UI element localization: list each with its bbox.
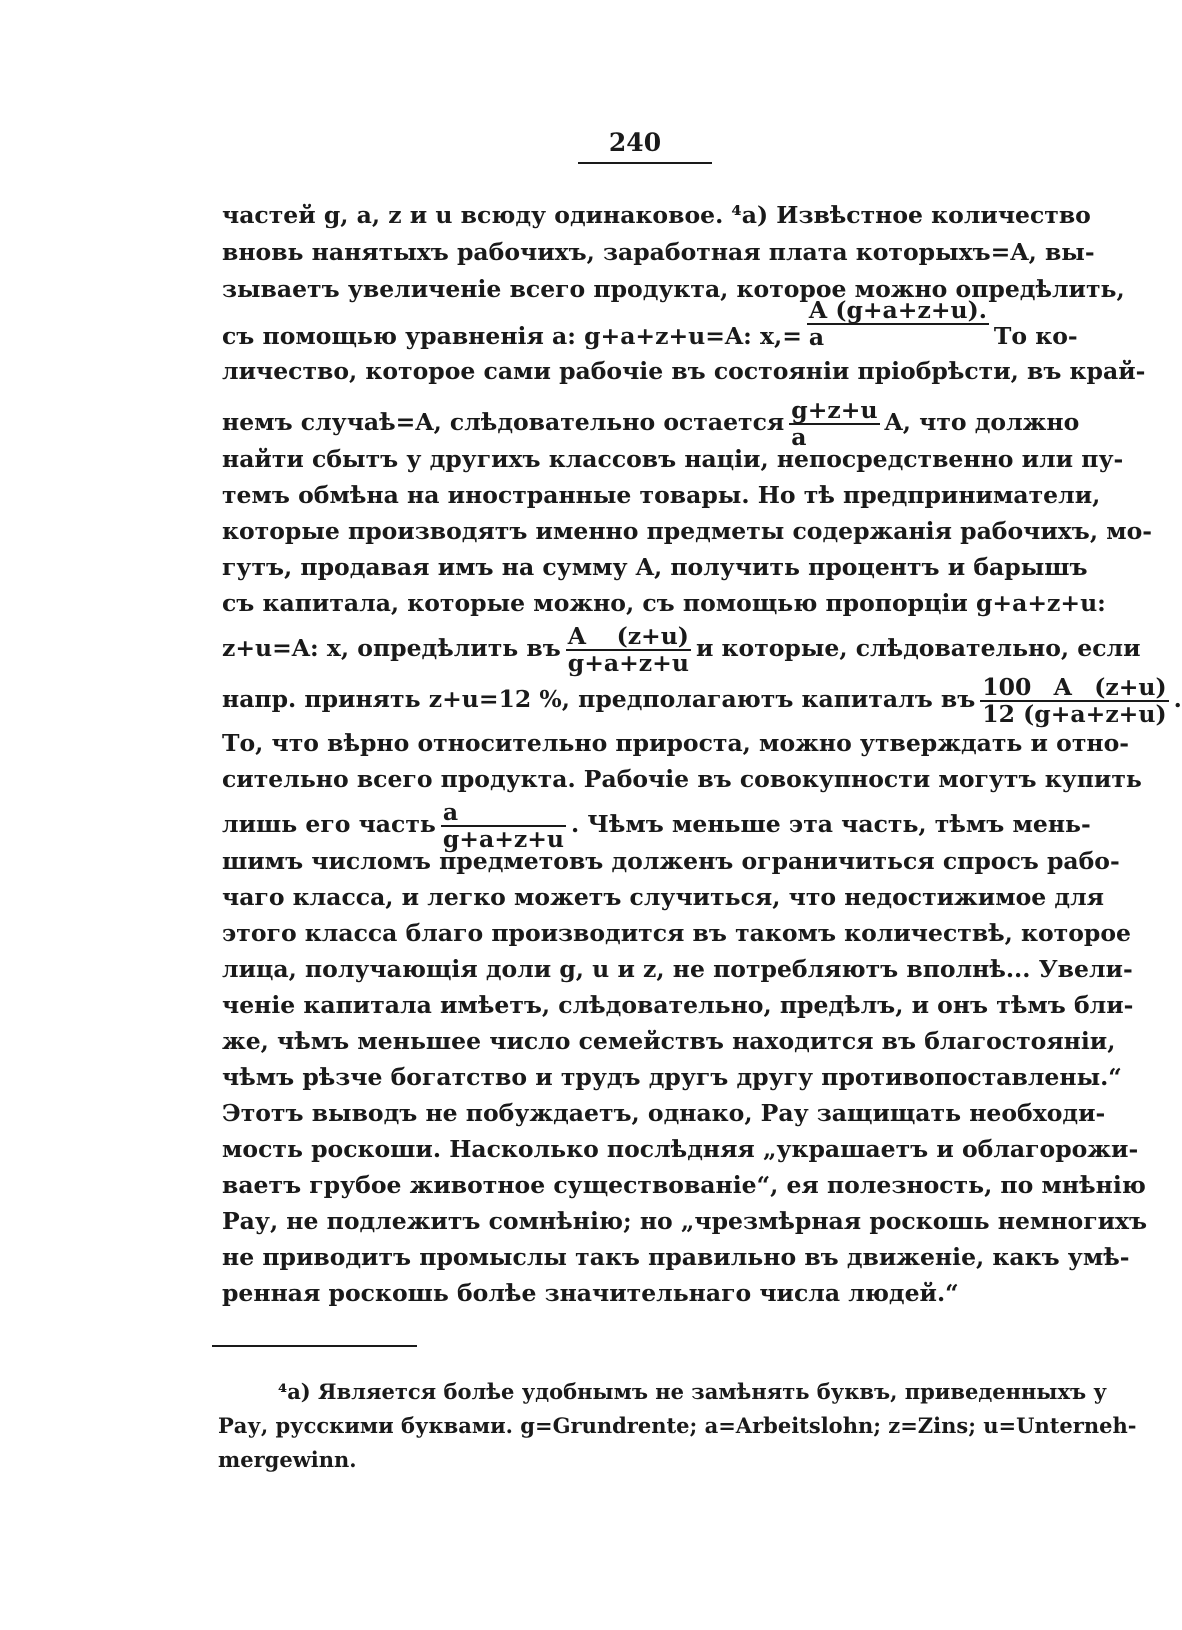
body-line-with-fraction xyxy=(222,798,1091,853)
body-line: чѣмъ рѣзче богатство и трудъ другъ другу противопоставлены.“ xyxy=(222,1063,1122,1091)
page-number: 240 xyxy=(608,128,662,157)
fraction xyxy=(789,398,879,449)
body-line: же, чѣмъ меньшее число семействъ находится въ благостоянiи, xyxy=(222,1027,1116,1055)
fraction-numerator: g+z+u xyxy=(791,396,878,424)
footnote-rule xyxy=(212,1345,417,1347)
body-line: темъ обмѣна на иностранные товары. Но тѣ предприниматели, xyxy=(222,481,1101,509)
fraction-denominator: g+a+z+u xyxy=(567,648,689,677)
body-line: лица, получающiя доли g, u и z, не потребляютъ вполнѣ... Увели- xyxy=(222,955,1133,983)
text-segment: немъ случаѣ=A, слѣдовательно остается xyxy=(222,408,785,437)
body-line: вновь нанятыхъ рабочихъ, заработная плата которыхъ=A, вы- xyxy=(222,238,1095,266)
fraction xyxy=(441,800,566,851)
text-segment: . Чѣмъ меньше эта часть, тѣмъ мень- xyxy=(571,810,1091,839)
text-segment: z+u=A: x, опредѣлить въ xyxy=(222,634,561,663)
body-line-with-fraction xyxy=(222,396,1080,451)
body-line: ренная роскошь болѣе значительнаго числа людей.“ xyxy=(222,1279,959,1307)
text-segment: То ко- xyxy=(993,322,1078,351)
footnote-line: Рау, русскими буквами. g=Grundrente; a=Arbeitslohn; z=Zins; u=Unterneh- xyxy=(218,1413,1137,1438)
body-line-with-fraction xyxy=(222,673,1182,728)
fraction-numerator: a xyxy=(441,800,566,827)
text-segment: съ помощью уравненiя a: g+a+z+u=A: x,= xyxy=(222,322,802,351)
body-line: мость роскоши. Насколько послѣдняя „украшаетъ и облагорожи- xyxy=(222,1135,1139,1163)
fraction-denominator: a xyxy=(808,322,825,351)
fraction-denominator: g+a+z+u xyxy=(442,824,565,853)
fraction xyxy=(566,624,691,675)
fraction xyxy=(980,675,1168,726)
fraction-numerator: 100 A (z+u) xyxy=(982,673,1167,701)
text-segment: напр. принять z+u=12 %, предполагаютъ капиталъ въ xyxy=(222,685,976,714)
body-line: личество, которое сами рабочiе въ состоянiи прiобрѣсти, въ край- xyxy=(222,357,1146,385)
fraction xyxy=(807,298,989,349)
fraction-numerator: A (g+a+z+u). xyxy=(808,296,987,324)
text-segment: A, что должно xyxy=(884,408,1080,437)
text-segment: лишь его часть xyxy=(222,810,436,839)
body-line: Этотъ выводъ не побуждаетъ, однако, Рау защищать необходи- xyxy=(222,1099,1106,1127)
body-line: шимъ числомъ предметовъ долженъ ограничиться спросъ рабо- xyxy=(222,847,1120,875)
body-line: съ капитала, которые можно, съ помощью пропорцiи g+a+z+u: xyxy=(222,589,1106,617)
fraction-denominator: a xyxy=(791,422,807,451)
body-line: ченiе капитала имѣетъ, слѣдовательно, предѣлъ, и онъ тѣмъ бли- xyxy=(222,991,1134,1019)
body-line: частей g, a, z и u всюду одинаковое. ⁴a) Извѣстное количество xyxy=(222,201,1091,229)
body-line: То, что вѣрно относительно прироста, можно утверждать и отно- xyxy=(222,729,1130,757)
body-line-with-fraction xyxy=(222,622,1141,677)
body-line: ваетъ грубое животное существованiе“, ея полезность, по мнѣнiю xyxy=(222,1171,1146,1199)
fraction-numerator: A (z+u) xyxy=(567,622,689,650)
body-line: гутъ, продавая имъ на сумму A, получить процентъ и барышъ xyxy=(222,553,1088,581)
body-line: зываетъ увеличенiе всего продукта, которое можно опредѣлить, xyxy=(222,275,1125,303)
page-number-rule xyxy=(578,162,712,164)
body-line: сительно всего продукта. Рабочiе въ совокупности могутъ купить xyxy=(222,765,1142,793)
text-segment: и которые, слѣдовательно, если xyxy=(695,634,1141,663)
fraction-denominator: 12 (g+a+z+u) xyxy=(982,699,1167,728)
body-line: чаго класса, и легко можетъ случиться, что недостижимое для xyxy=(222,883,1105,911)
body-line: этого класса благо производится въ такомъ количествѣ, которое xyxy=(222,919,1131,947)
body-line: не приводитъ промыслы такъ правильно въ движенiе, какъ умѣ- xyxy=(222,1243,1130,1271)
text-segment: . xyxy=(1173,685,1182,714)
footnote-line: mergewinn. xyxy=(218,1447,357,1472)
body-line: Рау, не подлежитъ сомнѣнiю; но „чрезмѣрная роскошь немногихъ xyxy=(222,1207,1148,1235)
body-line: которые производятъ именно предметы содержанiя рабочихъ, мо- xyxy=(222,517,1153,545)
body-line: найти сбытъ у другихъ классовъ нацiи, непосредственно или пу- xyxy=(222,445,1124,473)
footnote-line: ⁴a) Является болѣе удобнымъ не замѣнять буквъ, приведенныхъ у xyxy=(278,1379,1107,1404)
